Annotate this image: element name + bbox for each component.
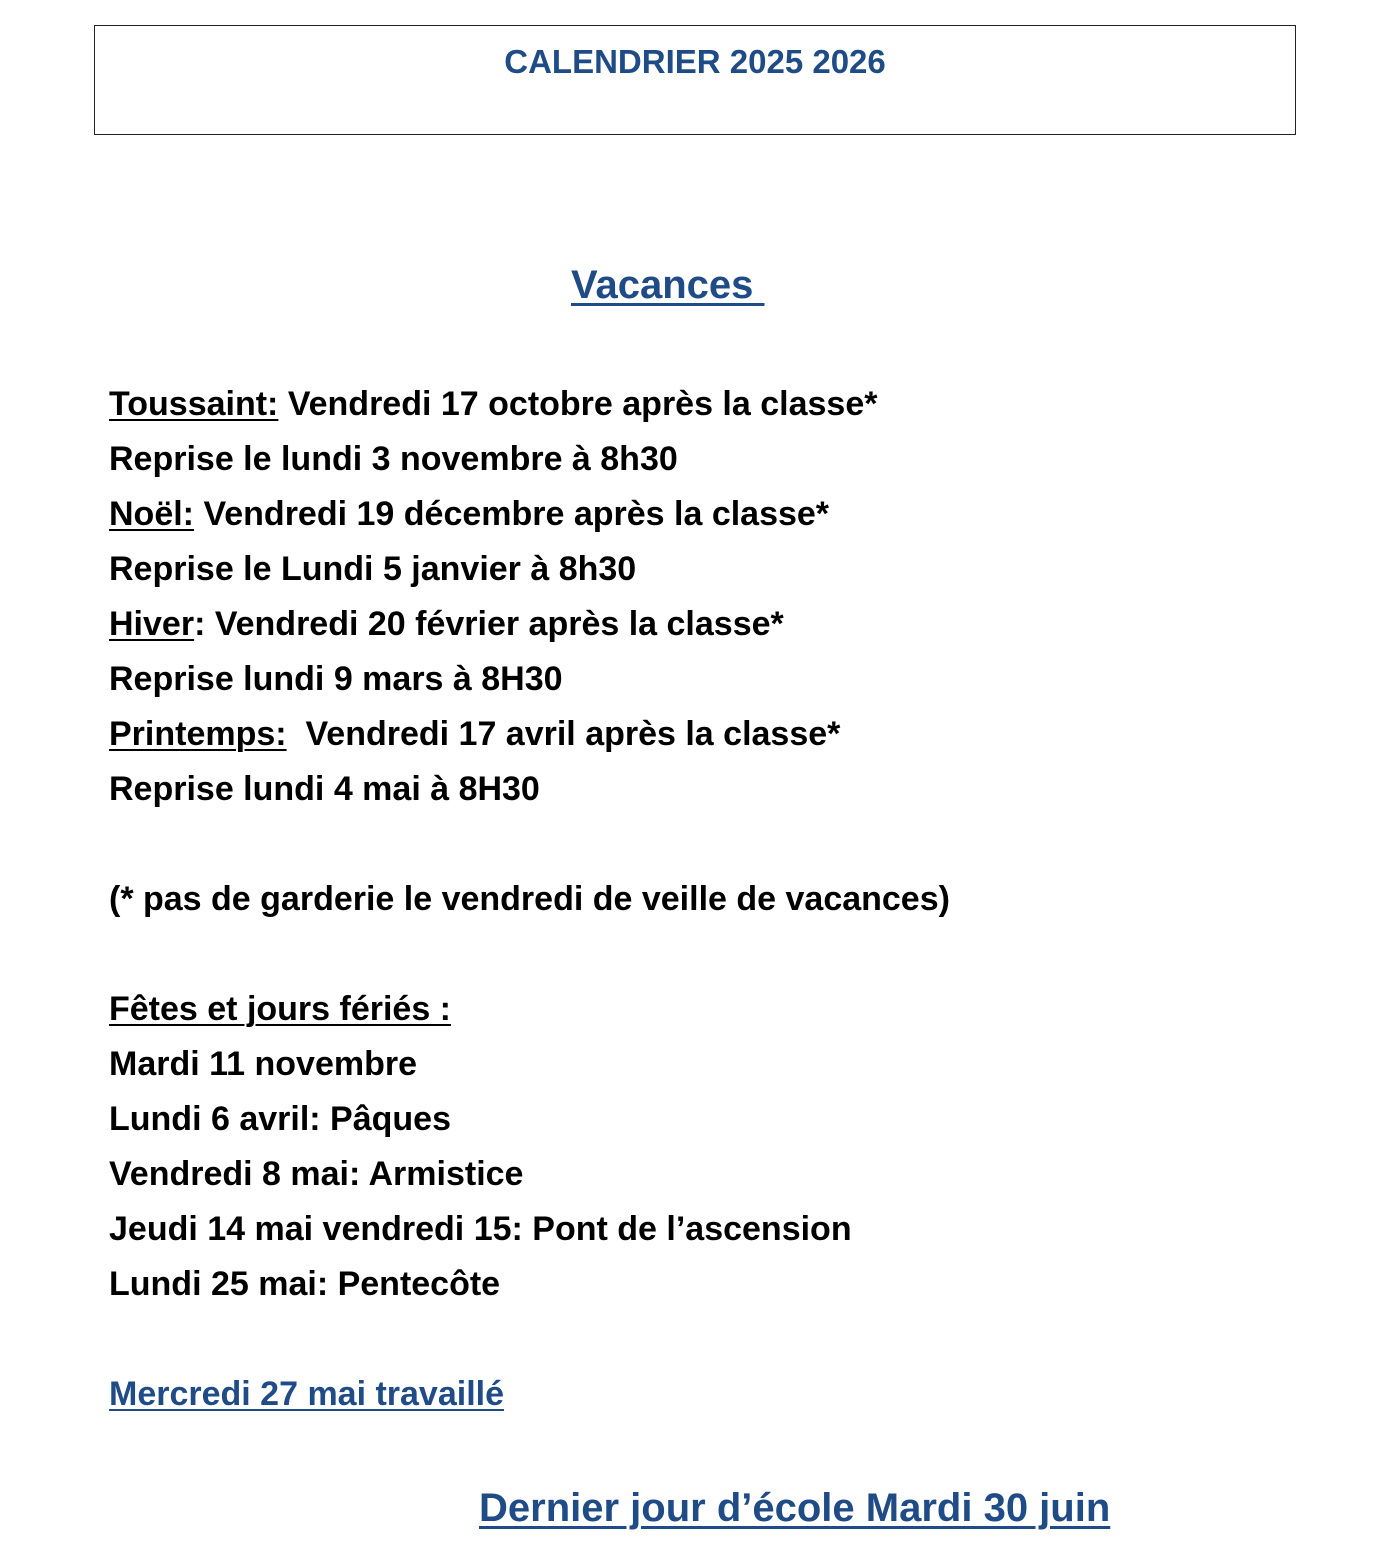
holiday-item: Lundi 25 mai: Pentecôte <box>109 1265 501 1303</box>
last-school-day: Dernier jour d’école Mardi 30 juin <box>479 1486 1111 1530</box>
vacation-printemps-resume: Reprise lundi 4 mai à 8H30 <box>109 770 540 808</box>
vacation-printemps-start <box>109 714 840 754</box>
vacation-toussaint-start <box>109 384 877 424</box>
holiday-item: Lundi 6 avril: Pâques <box>109 1100 451 1138</box>
vacation-toussaint-resume: Reprise le lundi 3 novembre à 8h30 <box>109 440 678 478</box>
vacation-start-text: Vendredi 17 octobre après la classe* <box>278 385 878 423</box>
garderie-note: (* pas de garderie le vendredi de veille de vacances) <box>109 880 950 918</box>
vacances-heading: Vacances <box>571 263 765 307</box>
vacation-noel-resume: Reprise le Lundi 5 janvier à 8h30 <box>109 550 637 588</box>
vacation-start-text: Vendredi 17 avril après la classe* <box>286 715 841 753</box>
vacation-label: Printemps: <box>109 715 287 753</box>
vacation-hiver-resume: Reprise lundi 9 mars à 8H30 <box>109 660 563 698</box>
vacation-label: Noël: <box>109 495 194 533</box>
vacation-start-text: : Vendredi 20 février après la classe* <box>194 605 784 643</box>
holiday-item: Vendredi 8 mai: Armistice <box>109 1155 524 1193</box>
vacation-noel-start <box>109 494 829 534</box>
page-title: CALENDRIER 2025 2026 <box>504 43 886 80</box>
vacation-label: Hiver <box>109 605 195 643</box>
worked-day-notice: Mercredi 27 mai travaillé <box>109 1375 505 1413</box>
holidays-heading: Fêtes et jours fériés : <box>109 990 452 1028</box>
vacation-label: Toussaint: <box>109 385 279 423</box>
vacation-start-text: Vendredi 19 décembre après la classe* <box>194 495 830 533</box>
holiday-item: Jeudi 14 mai vendredi 15: Pont de l’ascension <box>109 1210 852 1248</box>
holiday-item: Mardi 11 novembre <box>109 1045 418 1083</box>
header-box <box>94 25 1296 135</box>
vacation-hiver-start <box>109 604 784 644</box>
